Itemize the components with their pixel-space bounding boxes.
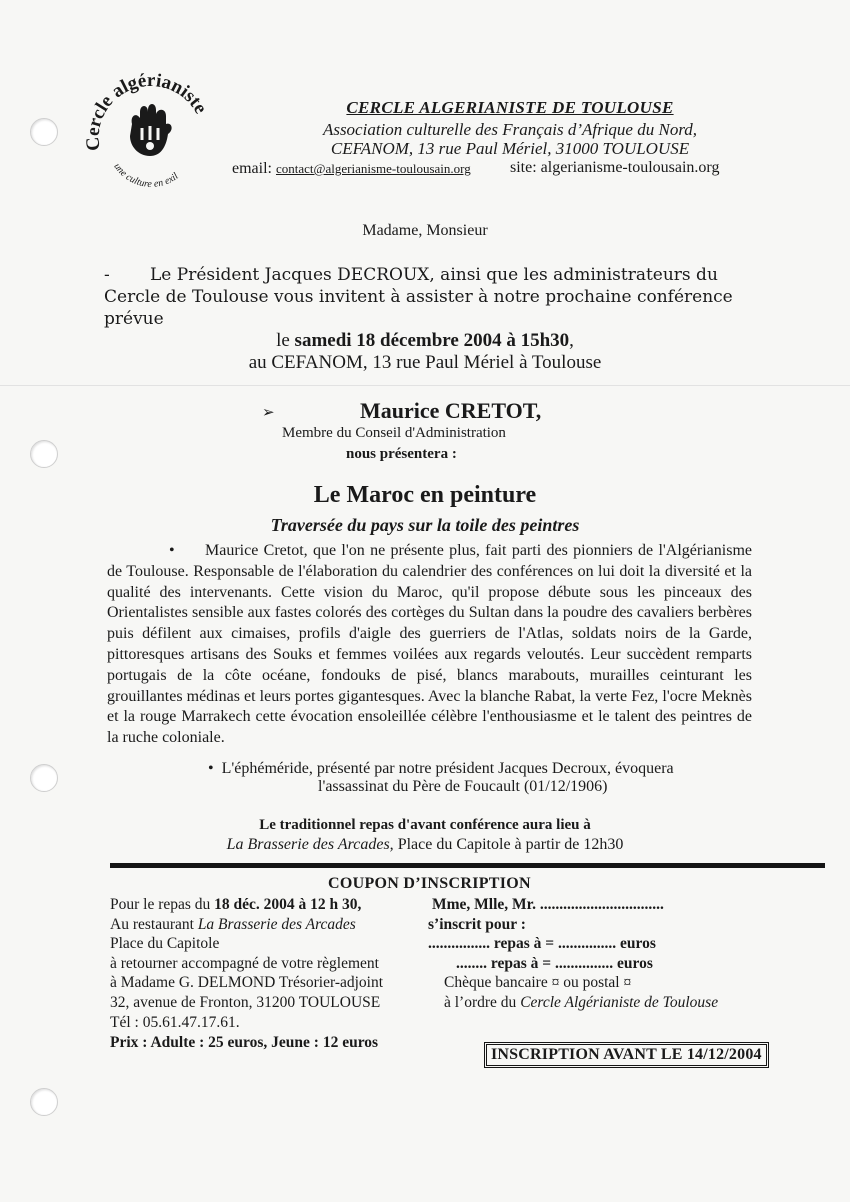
- event-date-suffix: ,: [569, 330, 574, 351]
- coupon-prices: Prix : Adulte : 25 euros, Jeune : 12 euros: [110, 1034, 379, 1052]
- event-date-prefix: le: [276, 330, 290, 351]
- hand-of-fatma-icon: [130, 104, 172, 156]
- coupon-left-column: [110, 895, 430, 1053]
- cercle-algerianiste-logo: [80, 68, 220, 208]
- speaker-name: Maurice CRETOT,: [360, 398, 542, 423]
- association-title: CERCLE ALGERIANISTE DE TOULOUSE: [346, 98, 674, 117]
- coupon-meal-count-2[interactable]: ........ repas à = ............... euros: [456, 954, 653, 972]
- email-link[interactable]: contact@algerianisme-toulousain.org: [275, 161, 471, 176]
- coupon-restaurant: Au restaurant La Brasserie des Arcades: [110, 915, 356, 933]
- talk-description-text: Maurice Cretot, que l'on ne présente plus, fait parti des pionniers de l'Algérianisme de Toulouse. Responsable de l'élaboration du calendrier des conférences on lui doit la diversité et la qualité des intervenants. Cette vision du Maroc, qu'il propose débute sous les pinceaux des Orientalistes sensible aux fastes colorés des cortèges du Sultan dans la poudre des cavaliers berbères puis défilent aux cimaises, profils d'aigle des guerriers de l'Atlas, soldats noirs de la Garde, pittoresques artisans des Souks et femmes voilées aux regards veloutés. Leur succèdent remparts portugais de la côte océane, fondouks de pisé, blancs marabouts, murailles ceinturant les grouillantes médinas et leurs portes gigantesques. Avec la blanche Rabat, la verte Fez, l'ocre Meknès et la rouge Marrakech cette évocation ensoleillée célèbre l'enthousiasme et le talent des peintres de la ruche coloniale.: [107, 542, 752, 747]
- logo-bottom-text: une culture en exil: [111, 161, 181, 190]
- coupon-phone: Tél : 05.61.47.17.61.: [110, 1013, 240, 1031]
- coupon-treasurer: à Madame G. DELMOND Trésorier-adjoint: [110, 974, 384, 992]
- talk-description: [107, 541, 752, 749]
- coupon-place: Place du Capitole: [110, 935, 220, 953]
- coupon-registers-for: s’inscrit pour :: [428, 915, 526, 933]
- punch-hole: [30, 440, 58, 468]
- intro-dash: -: [104, 265, 110, 285]
- punch-hole: [30, 1088, 58, 1116]
- coupon-treasurer-address: 32, avenue de Fronton, 31200 TOULOUSE: [110, 993, 381, 1011]
- logo-arc-text: Cercle algérianiste: [82, 70, 212, 152]
- bullet-icon: •: [169, 542, 175, 559]
- coupon-payee: à l’ordre du Cercle Algérianiste de Toulouse: [444, 993, 719, 1011]
- site-link[interactable]: algerianisme-toulousain.org: [540, 159, 720, 176]
- association-address: CEFANOM, 13 rue Paul Mériel, 31000 TOULOUSE: [330, 139, 690, 158]
- coupon-meal-date: Pour le repas du 18 déc. 2004 à 12 h 30,: [110, 896, 362, 913]
- coupon-name-field[interactable]: Mme, Mlle, Mr. ................................: [432, 896, 664, 913]
- ephemeride-line1: [208, 760, 674, 778]
- lunch-announcement: Le traditionnel repas d'avant conférence aura lieu à: [259, 817, 591, 833]
- registration-deadline-box: INSCRIPTION AVANT LE 14/12/2004: [484, 1042, 769, 1068]
- speaker-presents: nous présentera :: [346, 446, 457, 462]
- lunch-venue-name: La Brasserie des Arcades,: [226, 836, 394, 853]
- association-description: Association culturelle des Français d’Afrique du Nord,: [322, 120, 698, 139]
- lunch-venue-details: Place du Capitole à partir de 12h30: [393, 836, 624, 853]
- coupon-divider: [110, 863, 825, 868]
- coupon-right-column: [428, 895, 768, 1013]
- event-date: [0, 330, 850, 352]
- email-line: [232, 160, 471, 178]
- coupon-return-note: à retourner accompagné de votre règlement: [110, 954, 379, 972]
- intro-paragraph: [104, 264, 744, 330]
- speaker-role: Membre du Conseil d'Administration: [282, 425, 506, 441]
- ephemeride-line2: l'assassinat du Père de Foucault (01/12/1906): [318, 778, 608, 795]
- event-date-bold: samedi 18 décembre 2004 à 15h30: [294, 330, 570, 351]
- event-location: au CEFANOM, 13 rue Paul Mériel à Toulouse: [248, 352, 602, 373]
- bullet-icon: •: [208, 760, 214, 777]
- ephemeride-text1: L'éphéméride, présenté par notre président Jacques Decroux, évoquera: [221, 760, 674, 777]
- site-line: [510, 159, 719, 177]
- talk-subtitle: Traversée du pays sur la toile des peintres: [270, 515, 580, 535]
- punch-hole: [30, 118, 58, 146]
- intro-text: Le Président Jacques DECROUX, ainsi que les administrateurs du Cercle de Toulouse vous invitent à assister à notre prochaine conférence prévue: [104, 265, 733, 329]
- greeting: Madame, Monsieur: [362, 222, 488, 239]
- coupon-title: COUPON D’INSCRIPTION: [328, 875, 531, 892]
- talk-title: Le Maroc en peinture: [313, 482, 537, 508]
- coupon-meal-count-1[interactable]: ................ repas à = ............... euros: [428, 935, 656, 953]
- arrow-bullet-icon: ➢: [262, 405, 275, 421]
- site-label: site:: [510, 159, 537, 176]
- fold-line: [0, 385, 850, 386]
- coupon-payment-method[interactable]: Chèque bancaire ¤ ou postal ¤: [444, 974, 632, 992]
- email-label: email:: [232, 160, 272, 177]
- lunch-venue: [0, 836, 850, 854]
- punch-hole: [30, 764, 58, 792]
